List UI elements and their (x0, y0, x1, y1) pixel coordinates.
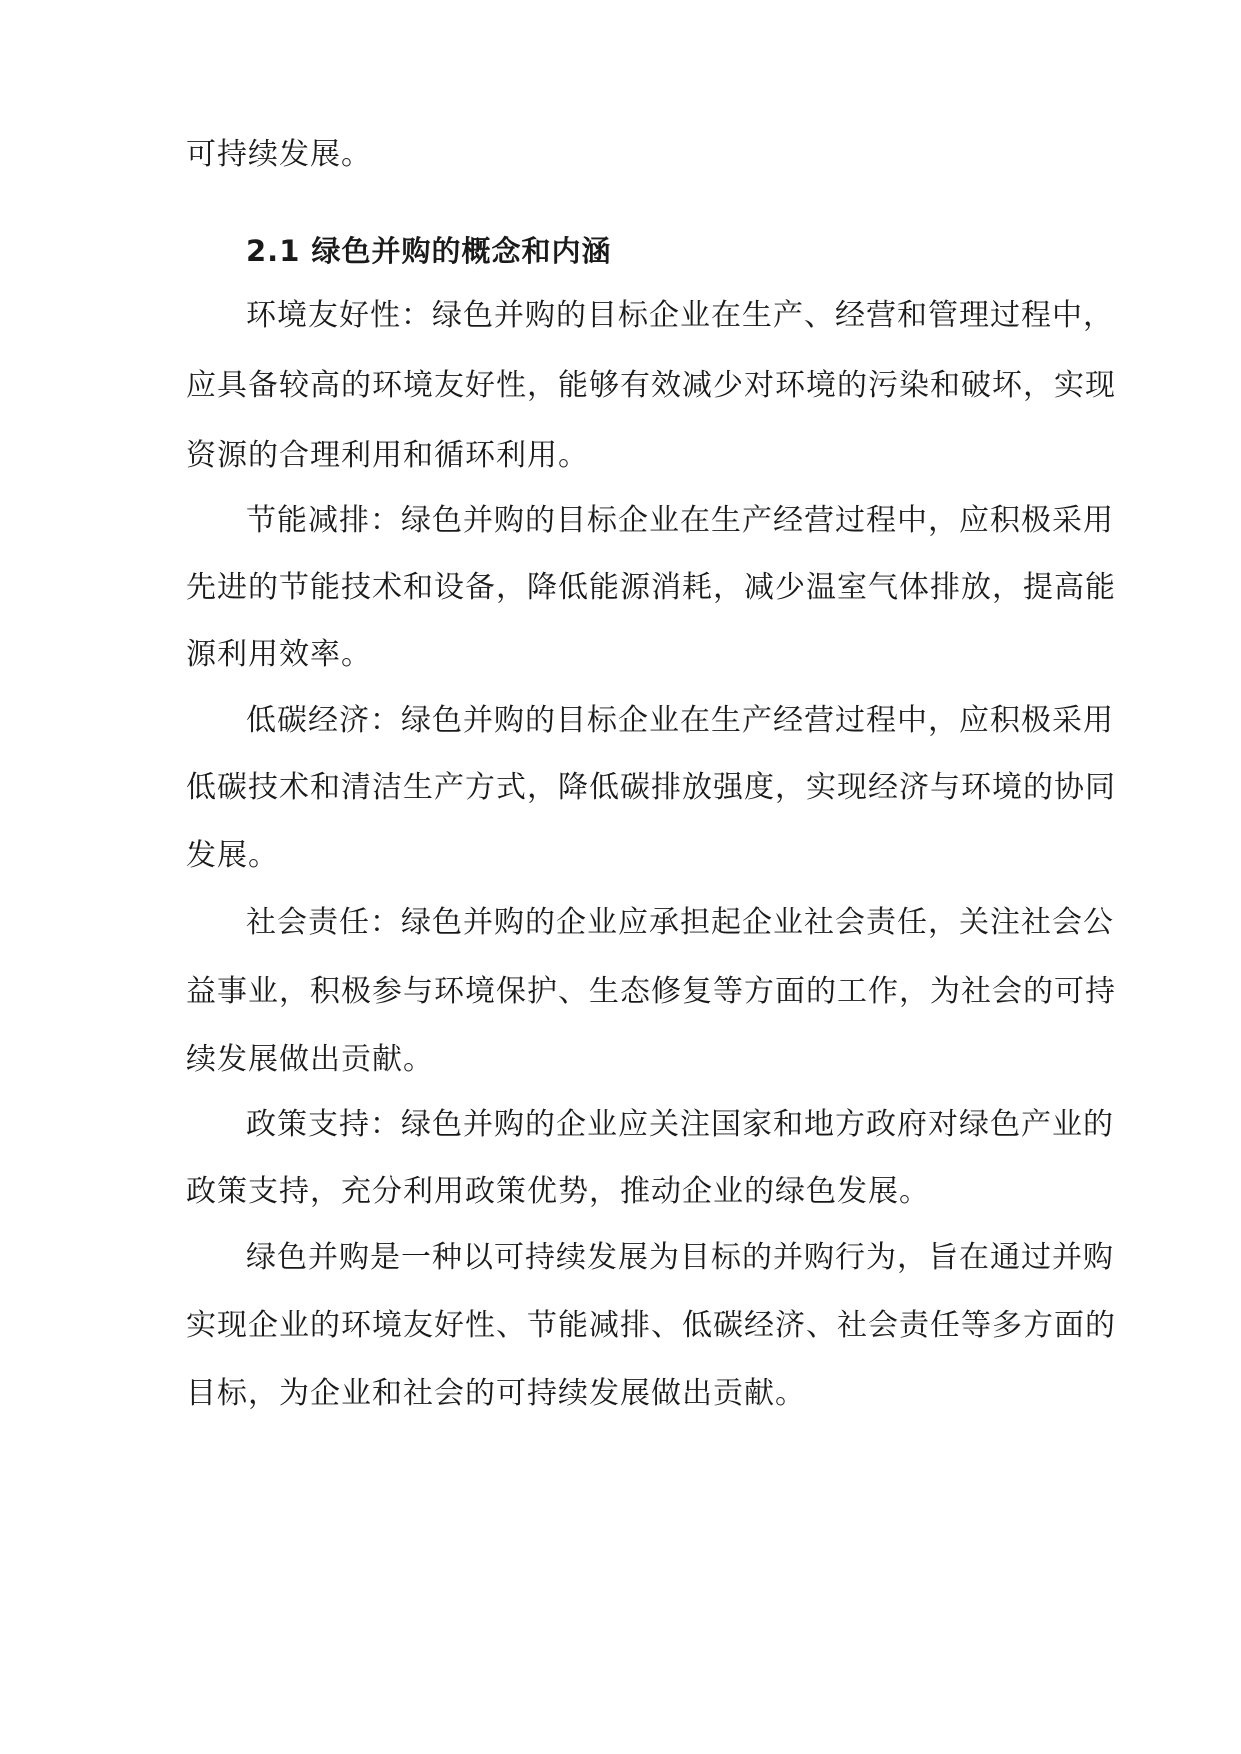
paragraph-line: 目标，为企业和社会的可持续发展做出贡献。 (186, 1376, 806, 1411)
paragraph-line: 政策支持：绿色并购的企业应关注国家和地方政府对绿色产业的 (246, 1107, 1114, 1142)
paragraph-line: 续发展做出贡献。 (186, 1042, 434, 1077)
paragraph-line: 源利用效率。 (186, 637, 372, 672)
paragraph-line: 先进的节能技术和设备，降低能源消耗，减少温室气体排放，提高能 (186, 570, 1116, 605)
paragraph-line: 低碳经济：绿色并购的目标企业在生产经营过程中，应积极采用 (246, 703, 1114, 738)
paragraph-line: 应具备较高的环境友好性，能够有效减少对环境的污染和破坏，实现 (186, 368, 1116, 403)
paragraph-line: 低碳技术和清洁生产方式，降低碳排放强度，实现经济与环境的协同 (186, 770, 1116, 805)
paragraph-line: 实现企业的环境友好性、节能减排、低碳经济、社会责任等多方面的 (186, 1308, 1116, 1343)
paragraph-line: 政策支持，充分利用政策优势，推动企业的绿色发展。 (186, 1174, 930, 1209)
paragraph-line: 发展。 (186, 838, 279, 873)
paragraph-line: 社会责任：绿色并购的企业应承担起企业社会责任，关注社会公 (246, 905, 1114, 940)
paragraph-line: 资源的合理利用和循环利用。 (186, 438, 589, 473)
continuation-text: 可持续发展。 (186, 137, 372, 172)
paragraph-line: 环境友好性：绿色并购的目标企业在生产、经营和管理过程中， (246, 298, 1114, 333)
paragraph-line: 节能减排：绿色并购的目标企业在生产经营过程中，应积极采用 (246, 503, 1114, 538)
section-heading: 2.1 绿色并购的概念和内涵 (246, 234, 612, 268)
paragraph-line: 益事业，积极参与环境保护、生态修复等方面的工作，为社会的可持 (186, 974, 1116, 1009)
paragraph-line: 绿色并购是一种以可持续发展为目标的并购行为，旨在通过并购 (246, 1240, 1114, 1275)
